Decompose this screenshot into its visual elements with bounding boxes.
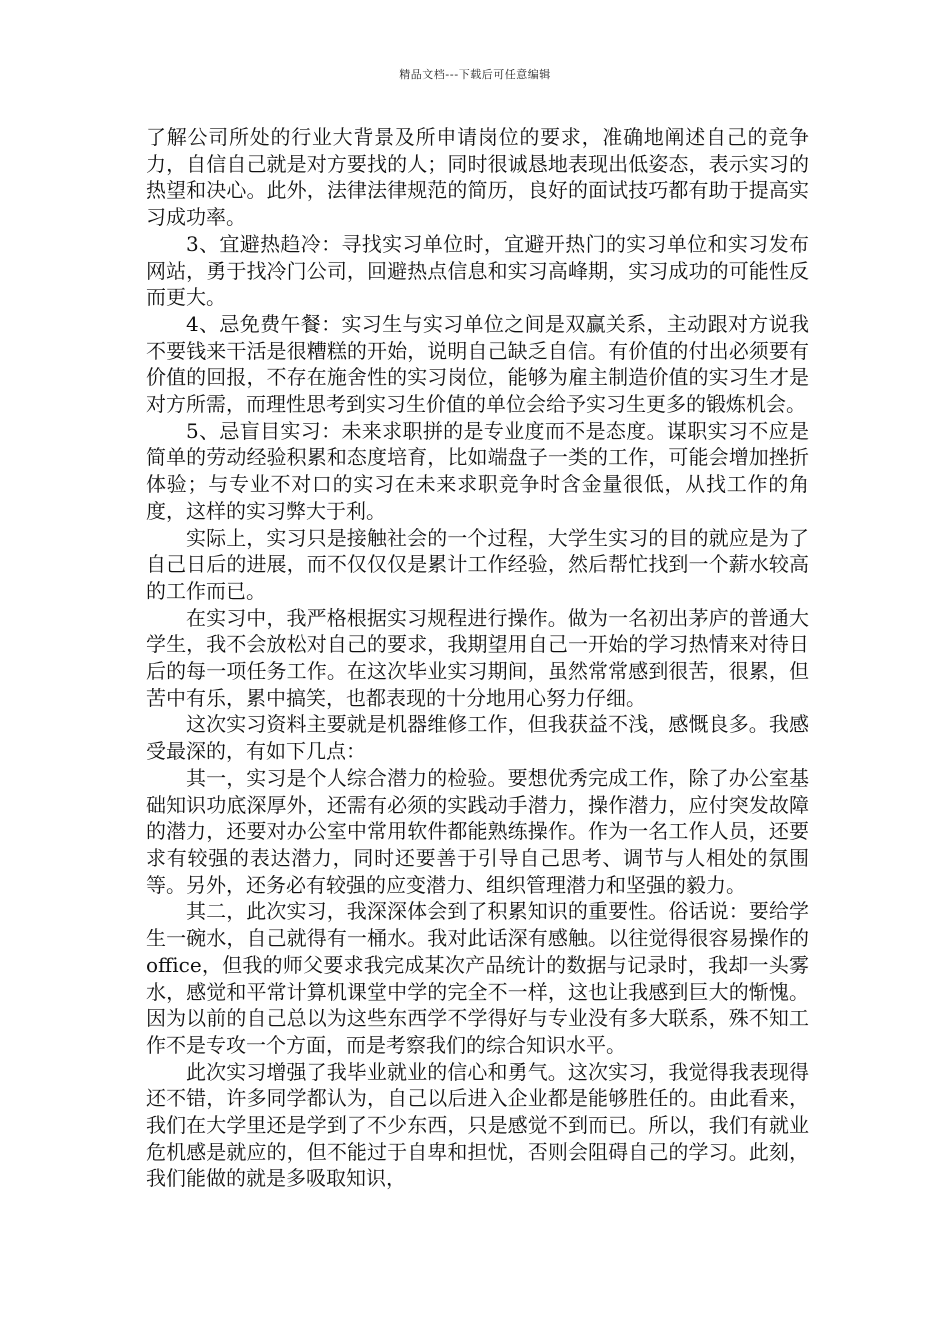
page-header: 精品文档---下载后可任意编辑 <box>399 68 551 81</box>
paragraph: 实际上，实习只是接触社会的一个过程，大学生实习的目的就应是为了自己日后的进展，而不仅仅仅是累计工作经验，然后帮忙找到一个薪水较高的工作而已。 <box>146 525 809 603</box>
paragraph: 了解公司所处的行业大背景及所申请岗位的要求，准确地阐述自己的竞争力，自信自己就是对方要找的人；同时很诚恳地表现出低姿态，表示实习的热望和决心。此外，法律法律规范的简历，良好的面试技巧都有助于提高实习成功率。 <box>146 125 809 230</box>
document-body <box>146 124 809 1192</box>
paragraph: 在实习中，我严格根据实习规程进行操作。做为一名初出茅庐的普通大学生，我不会放松对自己的要求，我期望用自己一开始的学习热情来对待日后的每一项任务工作。在这次毕业实习期间，虽然常常感到很苦，很累，但苦中有乐，累中搞笑，也都表现的十分地用心努力仔细。 <box>146 605 809 710</box>
paragraph: 其一，实习是个人综合潜力的检验。要想优秀完成工作，除了办公室基础知识功底深厚外，还需有必须的实践动手潜力，操作潜力，应付突发故障的潜力，还要对办公室中常用软件都能熟练操作。作为一名工作人员，还要求有较强的表达潜力，同时还要善于引导自己思考、调节与人相处的氛围等。另外，还务必有较强的应变潜力、组织管理潜力和坚强的毅力。 <box>146 765 809 897</box>
paragraph: 这次实习资料主要就是机器维修工作，但我获益不浅，感慨良多。我感受最深的，有如下几点： <box>146 712 809 764</box>
paragraph: 其二，此次实习，我深深体会到了积累知识的重要性。俗话说：要给学生一碗水，自己就得有一桶水。我对此话深有感触。以往觉得很容易操作的office，但我的师父要求我完成某次产品统计的数据与记录时，我却一头雾水，感觉和平常计算机课堂中学的完全不一样，这也让我感到巨大的惭愧。因为以前的自己总以为这些东西学不学得好与专业没有多大联系，殊不知工作不是专攻一个方面，而是考察我们的综合知识水平。 <box>146 899 809 1057</box>
paragraph: 3、宜避热趋冷：寻找实习单位时，宜避开热门的实习单位和实习发布网站，勇于找冷门公司，回避热点信息和实习高峰期，实习成功的可能性反而更大。 <box>146 231 809 310</box>
paragraph: 此次实习增强了我毕业就业的信心和勇气。这次实习，我觉得我表现得还不错，许多同学都认为，自己以后进入企业都是能够胜任的。由此看来，我们在大学里还是学到了不少东西，只是感觉不到而已。所以，我们有就业危机感是就应的，但不能过于自卑和担忧，否则会阻碍自己的学习。此刻，我们能做的就是多吸取知识， <box>146 1059 809 1191</box>
paragraph: 5、忌盲目实习：未来求职拼的是专业度而不是态度。谋职实习不应是简单的劳动经验积累和态度培育，比如端盘子一类的工作，可能会增加挫折体验；与专业不对口的实习在未来求职竞争时含金量很低，从找工作的角度，这样的实习弊大于利。 <box>146 418 809 523</box>
paragraph: 4、忌免费午餐：实习生与实习单位之间是双赢关系，主动跟对方说我不要钱来干活是很糟糕的开始，说明自己缺乏自信。有价值的付出必须要有价值的回报，不存在施舍性的实习岗位，能够为雇主制造价值的实习生才是对方所需，而理性思考到实习生价值的单位会给予实习生更多的锻炼机会。 <box>146 311 809 417</box>
